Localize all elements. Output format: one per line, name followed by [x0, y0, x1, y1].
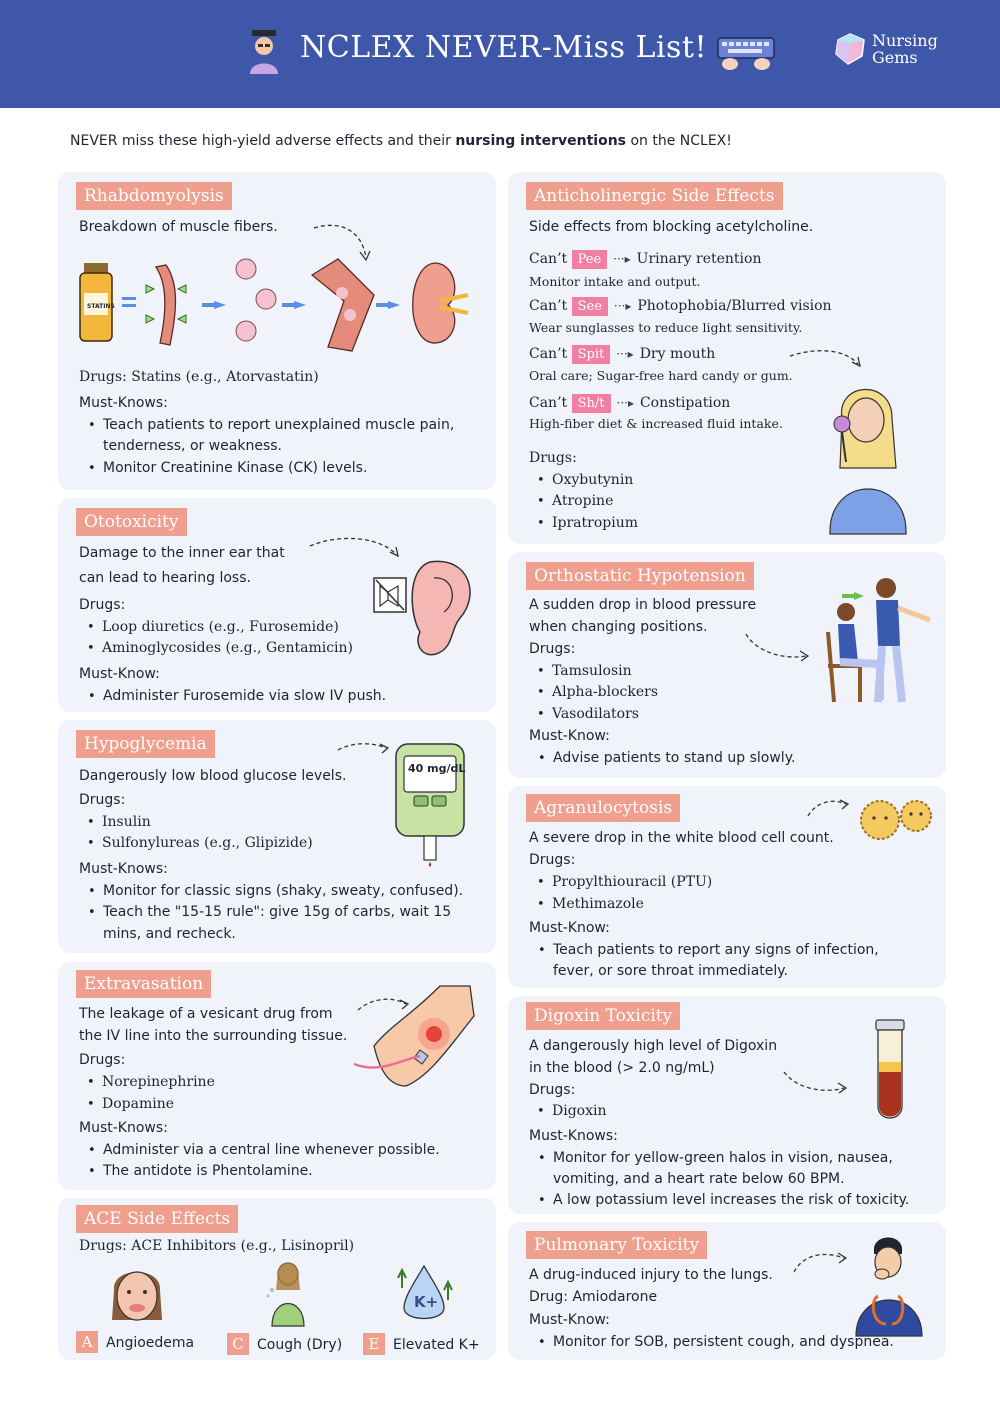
hypo-drug: • Sulfonylureas (e.g., Glipizide)	[102, 833, 313, 855]
cant-label: Can’t	[529, 346, 568, 362]
cant-label: Can’t	[529, 298, 568, 314]
hypo-drug: • Insulin	[102, 812, 151, 834]
agran-desc: A severe drop in the white blood cell count.	[529, 830, 834, 846]
ace-item-c	[227, 1333, 342, 1357]
digoxin-bullet: • A low potassium level increases the risk of toxicity.	[553, 1190, 909, 1212]
angioedema-face-icon	[104, 1260, 170, 1328]
antichol-note: Oral care; Sugar-free hard candy or gum.	[529, 368, 793, 383]
antichol-effect: Urinary retention	[636, 251, 762, 267]
hypo-desc: Dangerously low blood glucose levels.	[79, 768, 347, 784]
rhabdo-drugs: Drugs: Statins (e.g., Atorvastatin)	[79, 369, 319, 385]
pulm-title: Pulmonary Toxicity	[526, 1231, 707, 1259]
dotted-arrow-icon: ···▸	[613, 299, 632, 313]
ace-item-e	[363, 1333, 480, 1357]
brand-logo	[832, 30, 972, 74]
dotted-arrow-icon: ···▸	[613, 252, 631, 266]
ortho-bullet: • Advise patients to stand up slowly.	[553, 748, 795, 770]
bottle-label: STATINS	[87, 303, 115, 310]
dotted-arrow-icon: ···▸	[616, 347, 634, 361]
antichol-desc: Side effects from blocking acetylcholine.	[529, 219, 814, 235]
ortho-title: Orthostatic Hypotension	[526, 562, 754, 590]
blood-tube-icon	[870, 1018, 910, 1122]
ace-text-c: Cough (Dry)	[257, 1337, 343, 1353]
digoxin-bullet-cont: vomiting, and a heart rate below 60 BPM.	[553, 1171, 845, 1187]
oto-bullet: • Administer Furosemide via slow IV push.	[103, 686, 386, 708]
white-blood-cells-icon	[856, 796, 938, 844]
antichol-pill: See	[572, 297, 608, 316]
pulm-drug-text: Drug: Amiodarone	[529, 1289, 658, 1305]
antichol-pill: Pee	[572, 250, 608, 269]
digoxin-desc: A dangerously high level of Digoxin	[529, 1038, 778, 1054]
antichol-effect: Constipation	[639, 395, 731, 411]
rhabdo-bullet: • Teach patients to report unexplained muscle pain,	[103, 415, 454, 437]
pulm-bullet: • Monitor for SOB, persistent cough, and dyspnea.	[553, 1332, 894, 1354]
student-icon	[244, 28, 284, 76]
agran-bullet: • Teach patients to report any signs of infection,	[553, 940, 879, 962]
ortho-drug: • Alpha-blockers	[552, 682, 658, 704]
extrav-title: Extravasation	[76, 970, 211, 998]
ace-letter-c: C	[227, 1333, 249, 1355]
antichol-note: Monitor intake and output.	[529, 274, 701, 289]
pulm-drug	[529, 1287, 657, 1309]
curved-arrow-icon	[788, 346, 864, 370]
hypo-title: Hypoglycemia	[76, 730, 215, 758]
header-wave	[0, 86, 1000, 116]
oto-drug: • Aminoglycosides (e.g., Gentamicin)	[102, 638, 353, 660]
agran-drug: • Methimazole	[552, 894, 644, 916]
gem-icon	[832, 32, 868, 66]
curved-arrow-icon	[744, 630, 812, 662]
oto-mustknow-label: Must-Know:	[79, 666, 160, 682]
antichol-drug: • Atropine	[552, 491, 613, 513]
oto-drugs-label: Drugs:	[79, 597, 126, 613]
extrav-desc-cont: the IV line into the surrounding tissue.	[79, 1028, 348, 1044]
hypo-bullet: • Teach the "15-15 rule": give 15g of carbs, wait 15	[103, 902, 451, 924]
ortho-desc-cont: when changing positions.	[529, 619, 708, 635]
cough-person-icon	[262, 1260, 312, 1328]
antichol-row	[529, 296, 832, 318]
ortho-drugs-label: Drugs:	[529, 641, 576, 657]
extravasation-hand-icon	[350, 976, 480, 1092]
ace-letter-e: E	[363, 1333, 385, 1355]
cant-label: Can’t	[529, 395, 568, 411]
ace-text-e: Elevated K+	[393, 1337, 480, 1353]
hypo-drugs-label: Drugs:	[79, 792, 126, 808]
antichol-note: High-fiber diet & increased fluid intake.	[529, 416, 783, 431]
oto-desc: Damage to the inner ear that	[79, 545, 285, 561]
agran-drugs-label: Drugs:	[529, 852, 576, 868]
intro-part2: on the NCLEX!	[626, 133, 732, 149]
digoxin-drugs-label: Drugs:	[529, 1082, 576, 1098]
antichol-title: Anticholinergic Side Effects	[526, 182, 783, 210]
cant-label: Can’t	[529, 251, 568, 267]
rhabdo-desc: Breakdown of muscle fibers.	[79, 219, 278, 235]
brand-line2: Gems	[872, 48, 918, 67]
antichol-note: Wear sunglasses to reduce light sensitivity.	[529, 320, 803, 335]
potassium-symbol: K+	[414, 1293, 439, 1311]
ortho-desc: A sudden drop in blood pressure	[529, 597, 757, 613]
antichol-row	[529, 393, 730, 415]
glucometer-icon	[392, 740, 468, 872]
extrav-bullet: • Administer via a central line whenever possible.	[103, 1140, 440, 1162]
oto-title: Ototoxicity	[76, 508, 187, 536]
agran-bullet-cont: fever, or sore throat immediately.	[553, 963, 788, 979]
extrav-bullet: • The antidote is Phentolamine.	[103, 1161, 313, 1183]
ortho-mustknow-label: Must-Know:	[529, 728, 610, 744]
curved-arrow-icon	[792, 1248, 852, 1276]
hypo-bullet-cont: mins, and recheck.	[103, 926, 236, 942]
oto-desc-cont: can lead to hearing loss.	[79, 570, 251, 586]
intro-part1: NEVER miss these high-yield adverse effects and their	[70, 133, 456, 149]
brand-line1: Nursing	[872, 31, 938, 50]
dotted-arrow-icon: ···▸	[616, 396, 634, 410]
rhabdo-bullet-cont: tenderness, or weakness.	[103, 438, 283, 454]
pulm-mustknow-label: Must-Know:	[529, 1312, 610, 1328]
digoxin-bullet: • Monitor for yellow-green halos in vision, nausea,	[553, 1148, 893, 1170]
hypo-bullet: • Monitor for classic signs (shaky, sweaty, confused).	[103, 881, 463, 903]
rhabdo-mustknow-label: Must-Knows:	[79, 395, 168, 411]
meter-reading: 40 mg/dL	[408, 762, 466, 775]
standing-up-icon	[820, 572, 938, 706]
girl-with-candy-icon	[822, 378, 918, 536]
rhabdo-bullet: • Monitor Creatinine Kinase (CK) levels.	[103, 458, 367, 480]
keyboard-icon	[716, 32, 776, 72]
agran-drug: • Propylthiouracil (PTU)	[552, 872, 712, 894]
digoxin-drug: • Digoxin	[552, 1101, 606, 1123]
page-title: NCLEX NEVER-Miss List!	[300, 30, 708, 65]
coughing-man-icon	[852, 1234, 928, 1338]
antichol-pill: Sh/t	[572, 394, 611, 413]
antichol-effect: Dry mouth	[639, 346, 716, 362]
curved-arrow-icon	[336, 738, 392, 756]
antichol-drugs-label: Drugs:	[529, 450, 577, 466]
extrav-desc: The leakage of a vesicant drug from	[79, 1006, 333, 1022]
agran-title: Agranulocytosis	[526, 794, 680, 822]
extrav-mustknow-label: Must-Knows:	[79, 1120, 168, 1136]
ortho-drug: • Vasodilators	[552, 704, 639, 726]
ear-icon	[370, 556, 476, 660]
digoxin-title: Digoxin Toxicity	[526, 1002, 680, 1030]
extrav-drug: • Dopamine	[102, 1094, 174, 1116]
antichol-effect: Photophobia/Blurred vision	[637, 298, 832, 314]
ace-letter-a: A	[76, 1331, 98, 1353]
extrav-drugs-label: Drugs:	[79, 1052, 126, 1068]
digoxin-desc-cont: in the blood (> 2.0 ng/mL)	[529, 1060, 715, 1076]
curved-arrow-icon	[806, 796, 852, 820]
extrav-drug: • Norepinephrine	[102, 1072, 215, 1094]
ortho-drug: • Tamsulosin	[552, 661, 632, 683]
curved-arrow-icon	[782, 1068, 850, 1096]
intro-text	[70, 133, 732, 149]
pulm-desc: A drug-induced injury to the lungs.	[529, 1267, 773, 1283]
intro-bold: nursing interventions	[455, 133, 626, 149]
ace-title: ACE Side Effects	[76, 1205, 238, 1233]
rhabdo-process-illustration	[76, 255, 486, 355]
antichol-drug: • Oxybutynin	[552, 470, 633, 492]
ace-item-a	[76, 1331, 194, 1355]
hypo-mustknow-label: Must-Knows:	[79, 861, 168, 877]
ace-drugs: Drugs: ACE Inhibitors (e.g., Lisinopril)	[79, 1238, 355, 1254]
digoxin-mustknow-label: Must-Knows:	[529, 1128, 618, 1144]
antichol-row	[529, 344, 715, 366]
rhabdo-title: Rhabdomyolysis	[76, 182, 232, 210]
antichol-drug: • Ipratropium	[552, 513, 638, 535]
oto-drug: • Loop diuretics (e.g., Furosemide)	[102, 617, 339, 639]
antichol-pill: Spit	[572, 345, 611, 364]
antichol-row	[529, 249, 761, 271]
agran-mustknow-label: Must-Know:	[529, 920, 610, 936]
ace-text-a: Angioedema	[106, 1335, 195, 1351]
